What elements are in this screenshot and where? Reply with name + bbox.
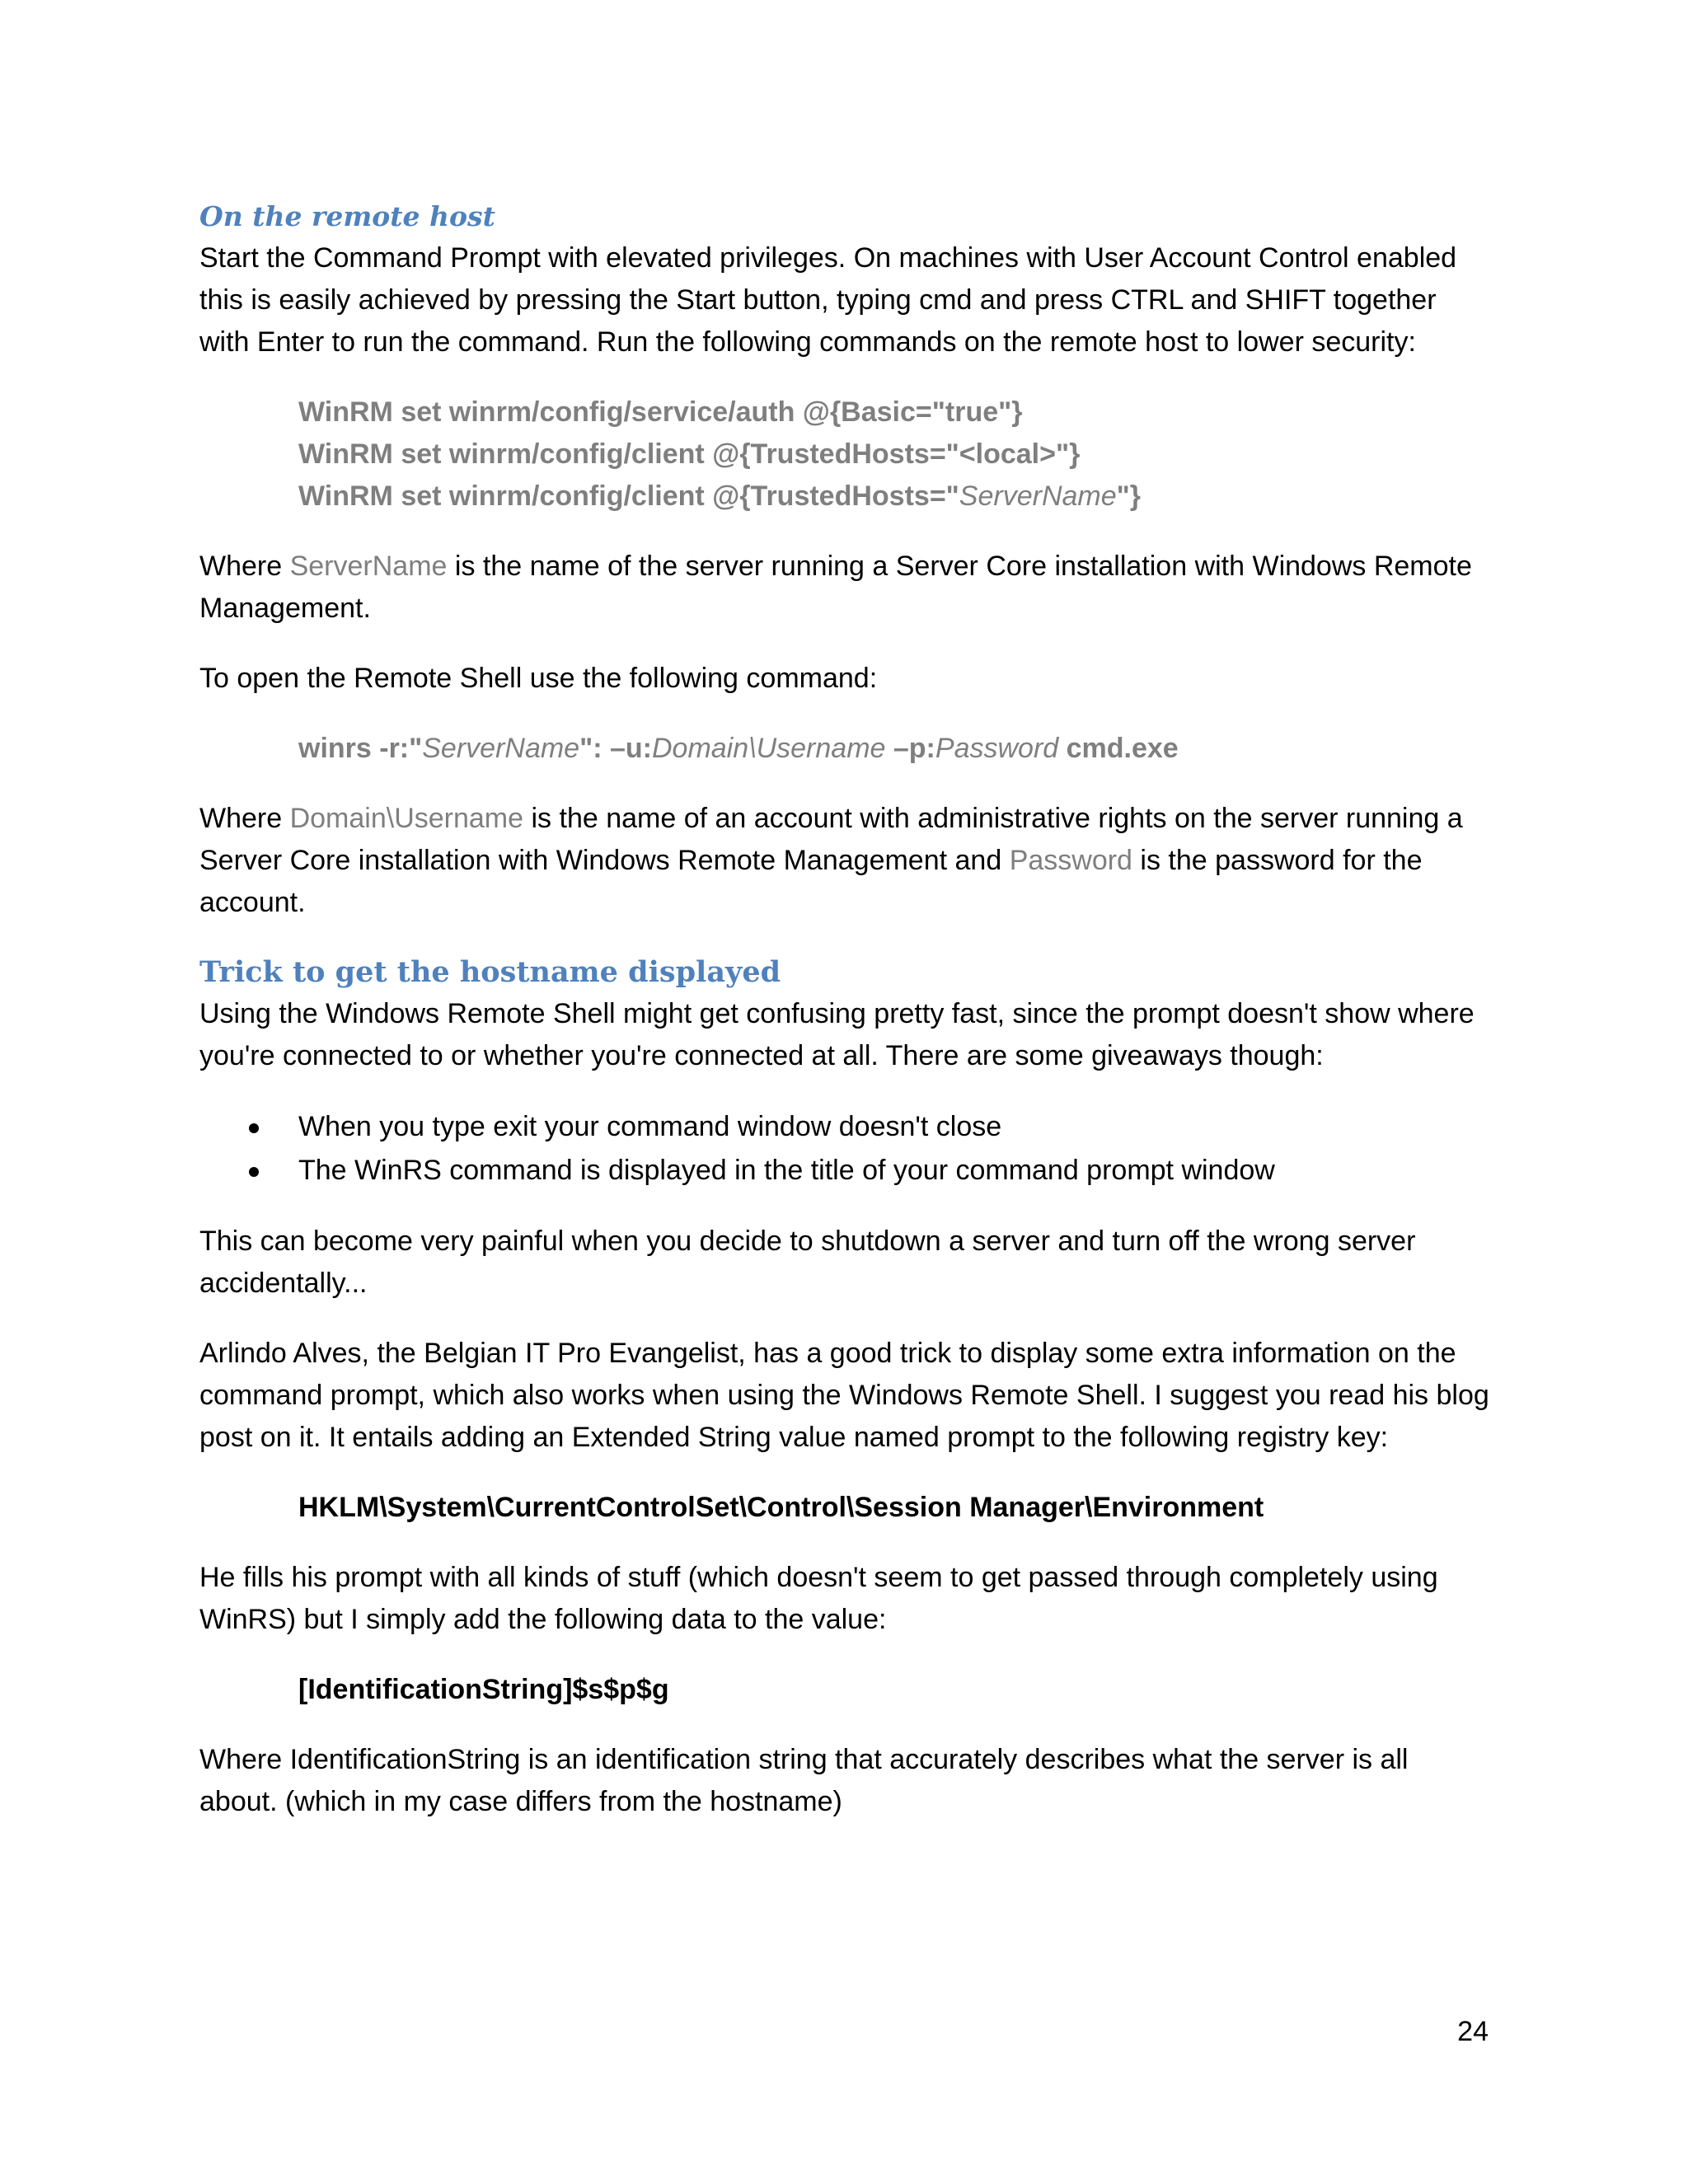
variable-username: Domain\Username	[289, 803, 524, 834]
paragraph-where-username	[199, 798, 1490, 924]
text-span: Where	[199, 551, 290, 582]
giveaways-list	[199, 1105, 1490, 1193]
paragraph-remote-shell-intro: Using the Windows Remote Shell might get confusing pretty fast, since the prompt doesn't show where you're connected to or whether you're connected at all. There are some giveaways though:	[199, 998, 1475, 1071]
cmd-part: ": –u:	[579, 733, 652, 764]
paragraph-where-identification: Where IdentificationString is an identification string that accurately describes what the server is all about. (which in my case differs from the hostname)	[199, 1744, 1409, 1817]
variable-servername: ServerName	[289, 551, 448, 582]
text-span: is the name of the server running a Server Core installation with Windows Remote Management.	[199, 551, 1472, 624]
cmd-part: –p:	[885, 733, 935, 764]
text-span: is the password for the account.	[199, 845, 1423, 918]
subheading-remote-host: On the remote host	[199, 200, 495, 232]
text-span: Where	[199, 803, 290, 834]
command-line-3-variable: ServerName	[959, 480, 1117, 512]
registry-key: HKLM\System\CurrentControlSet\Control\Session Manager\Environment	[298, 1492, 1264, 1523]
command-line-3-prefix: WinRM set winrm/config/client @{TrustedHosts="	[298, 480, 959, 512]
text-span: is the name of an account with administrative rights on the server running a Server Core installation with Windows Remote Management and	[199, 803, 1463, 876]
list-item	[199, 1149, 1490, 1193]
heading-hostname-trick: Trick to get the hostname displayed	[199, 955, 781, 989]
cmd-part: winrs -r:"	[298, 733, 423, 764]
cmd-part: cmd.exe	[1058, 733, 1179, 764]
page-number: 24	[1457, 2016, 1489, 2047]
cmd-variable-password: Password	[935, 733, 1059, 764]
winrm-command-block	[298, 391, 1490, 518]
cmd-variable-servername: ServerName	[422, 733, 580, 764]
variable-password: Password	[1009, 845, 1132, 876]
paragraph-where-servername	[199, 546, 1490, 630]
list-item	[199, 1105, 1490, 1149]
paragraph-fills-prompt: He fills his prompt with all kinds of stuff (which doesn't seem to get passed through completely using WinRS) but I simply add the following data to the value:	[199, 1562, 1438, 1635]
command-line-3	[298, 476, 1490, 518]
paragraph-open-shell: To open the Remote Shell use the following command:	[199, 663, 878, 694]
command-line-3-suffix: "}	[1116, 480, 1141, 512]
list-item-text: When you type exit your command window doesn't close	[298, 1111, 1002, 1142]
list-item-text: The WinRS command is displayed in the title of your command prompt window	[298, 1155, 1275, 1186]
prompt-value: [IdentificationString]$s$p$g	[298, 1674, 669, 1705]
command-line-2: WinRM set winrm/config/client @{TrustedHosts="<local>"}	[298, 438, 1081, 470]
cmd-variable-username: Domain\Username	[651, 733, 886, 764]
command-line-1: WinRM set winrm/config/service/auth @{Basic="true"}	[298, 396, 1023, 428]
bullet-icon	[249, 1123, 259, 1133]
paragraph-intro: Start the Command Prompt with elevated privileges. On machines with User Account Control enabled this is easily achieved by pressing the Start button, typing cmd and press CTRL and SHIFT together with Enter to run the command. Run the following commands on the remote host to lower security:	[199, 242, 1457, 358]
bullet-icon	[249, 1167, 259, 1177]
paragraph-arlindo: Arlindo Alves, the Belgian IT Pro Evangelist, has a good trick to display some extra information on the command prompt, which also works when using the Windows Remote Shell. I suggest you read his blog post on it. It entails adding an Extended String value named prompt to the following registry key:	[199, 1338, 1489, 1453]
winrs-command	[298, 728, 1490, 770]
paragraph-painful: This can become very painful when you decide to shutdown a server and turn off the wrong server accidentally...	[199, 1226, 1416, 1299]
winrs-command-line	[298, 728, 1490, 770]
